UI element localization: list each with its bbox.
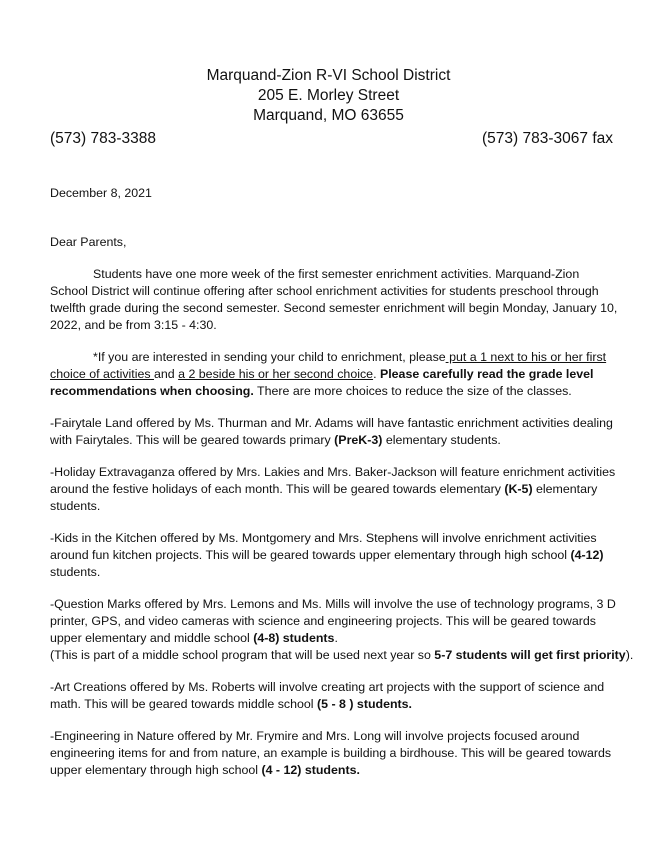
- activity-line: with Fairytales. This will be geared towards primary (PreK-3) elementary students.: [50, 433, 501, 447]
- activity-line: engineering items for and from nature, an example is building a birdhouse. This will be geared towards: [50, 746, 612, 760]
- activity-line: around the festive holidays of each month. This will be geared towards elementary (K-5) elementary: [50, 482, 598, 496]
- activity-line: upper elementary and middle school (4-8) students.: [50, 631, 338, 645]
- salutation: Dear Parents,: [50, 235, 127, 249]
- phone-number: (573) 783-3388: [50, 130, 156, 147]
- district-city: Marquand, MO 63655: [253, 107, 404, 124]
- fax-number: (573) 783-3067 fax: [482, 130, 613, 147]
- activity-line: math. This will be geared towards middle school (5 - 8 ) students.: [50, 697, 413, 711]
- activity-line: students.: [50, 499, 101, 513]
- district-street: 205 E. Morley Street: [257, 87, 400, 104]
- activity-line: -Holiday Extravaganza offered by Mrs. Lakies and Mrs. Baker-Jackson will feature enrichment activities: [50, 465, 616, 479]
- intro-line: twelfth grade during the second semester. Second semester enrichment will begin Monday, January 10,: [50, 301, 618, 315]
- instructions-line: recommendations when choosing. There are more choices to reduce the size of the classes.: [50, 384, 572, 398]
- district-name: Marquand-Zion R-VI School District: [206, 67, 451, 84]
- activity-line: -Fairytale Land offered by Ms. Thurman and Mr. Adams will have fantastic enrichment activities dealing: [50, 416, 613, 430]
- intro-line: School District will continue offering after school enrichment activities for students preschool through: [50, 284, 599, 298]
- activity-line: around fun kitchen projects. This will be geared towards upper elementary through high school (4-12): [50, 548, 604, 562]
- activity-line: students.: [50, 565, 101, 579]
- letter-date: December 8, 2021: [50, 186, 152, 200]
- activity-line: -Art Creations offered by Ms. Roberts will involve creating art projects with the support of science and: [50, 680, 605, 694]
- intro-line: Students have one more week of the first semester enrichment activities. Marquand-Zion: [93, 267, 580, 281]
- activity-line: upper elementary through high school (4 - 12) students.: [50, 763, 360, 777]
- activity-line: printer, GPS, and video cameras with science and engineering projects. This will be geared towards: [50, 614, 596, 628]
- activity-line: -Question Marks offered by Mrs. Lemons and Ms. Mills will involve the use of technology programs, 3 D: [50, 597, 616, 611]
- activity-line: -Kids in the Kitchen offered by Ms. Montgomery and Mrs. Stephens will involve enrichment activities: [50, 531, 597, 545]
- instructions-line: choice of activities and a 2 beside his or her second choice. Please carefully read the grade level: [50, 367, 594, 381]
- intro-line: 2022, and be from 3:15 - 4:30.: [50, 318, 217, 332]
- activity-line: (This is part of a middle school program that will be used next year so 5-7 students will get first priority).: [50, 648, 634, 662]
- instructions-line: *If you are interested in sending your child to enrichment, please put a 1 next to his or her first: [93, 350, 607, 364]
- activity-line: -Engineering in Nature offered by Mr. Frymire and Mrs. Long will involve projects focused around: [50, 729, 580, 743]
